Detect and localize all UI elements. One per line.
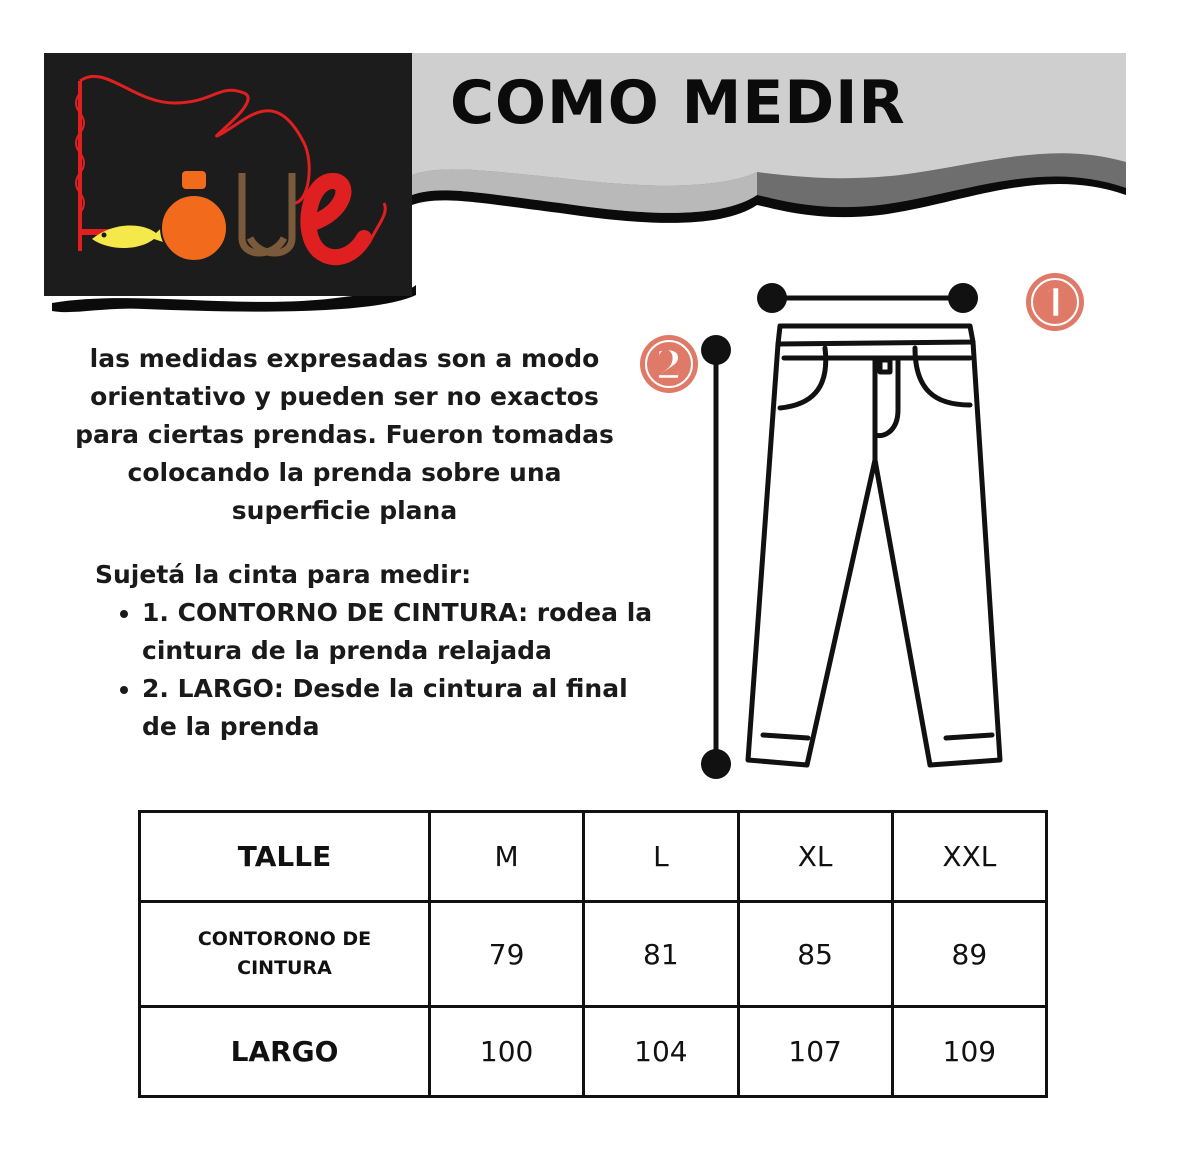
table-header-l: L (584, 812, 738, 902)
table-cell: 89 (892, 902, 1046, 1007)
table-header-m: M (430, 812, 584, 902)
svg-text:1: 1 (1041, 280, 1069, 327)
instruction-length: • 2. LARGO: Desde la cintura al final de la prenda (142, 670, 655, 746)
row-label-cintura (140, 902, 430, 1007)
measuring-instructions (95, 556, 655, 746)
intro-text: las medidas expresadas son a modo orientativo y pueden ser no exactos para ciertas prendas. Fueron tomadas colocando la prenda sobre una superficie plana (75, 344, 614, 525)
table-header-xxl: XXL (892, 812, 1046, 902)
length-measure-line (701, 335, 731, 779)
table-cell: 81 (584, 902, 738, 1007)
svg-text:2: 2 (655, 342, 683, 389)
table-cell: 109 (892, 1007, 1046, 1097)
badge-1-icon (1026, 273, 1084, 331)
table-cell: 107 (738, 1007, 892, 1097)
instructions-list (95, 594, 655, 746)
table-row (140, 1007, 1047, 1097)
row-label-largo: LARGO (140, 1007, 430, 1097)
brand-logo (44, 53, 412, 296)
table-row (140, 902, 1047, 1007)
instructions-heading: Sujetá la cinta para medir: (95, 560, 472, 589)
table-cell: 104 (584, 1007, 738, 1097)
pants-diagram (630, 260, 1100, 790)
fishing-logo-icon (44, 53, 412, 296)
table-header-row (140, 812, 1047, 902)
waist-measure-line (757, 283, 978, 313)
badge-2-icon (640, 335, 698, 393)
table-cell: 79 (430, 902, 584, 1007)
table-cell: 100 (430, 1007, 584, 1097)
instruction-waist: • 1. CONTORNO DE CINTURA: rodea la cintura de la prenda relajada (142, 594, 655, 670)
table-header-talle: TALLE (140, 812, 430, 902)
pants-icon (748, 326, 1000, 765)
row-label-cintura-line1: CONTORONO DE (197, 928, 372, 950)
table-header-xl: XL (738, 812, 892, 902)
size-table (138, 810, 1048, 1098)
table-cell: 85 (738, 902, 892, 1007)
page-title: COMO MEDIR (450, 68, 906, 138)
row-label-cintura-line2: CINTURA (237, 957, 332, 979)
